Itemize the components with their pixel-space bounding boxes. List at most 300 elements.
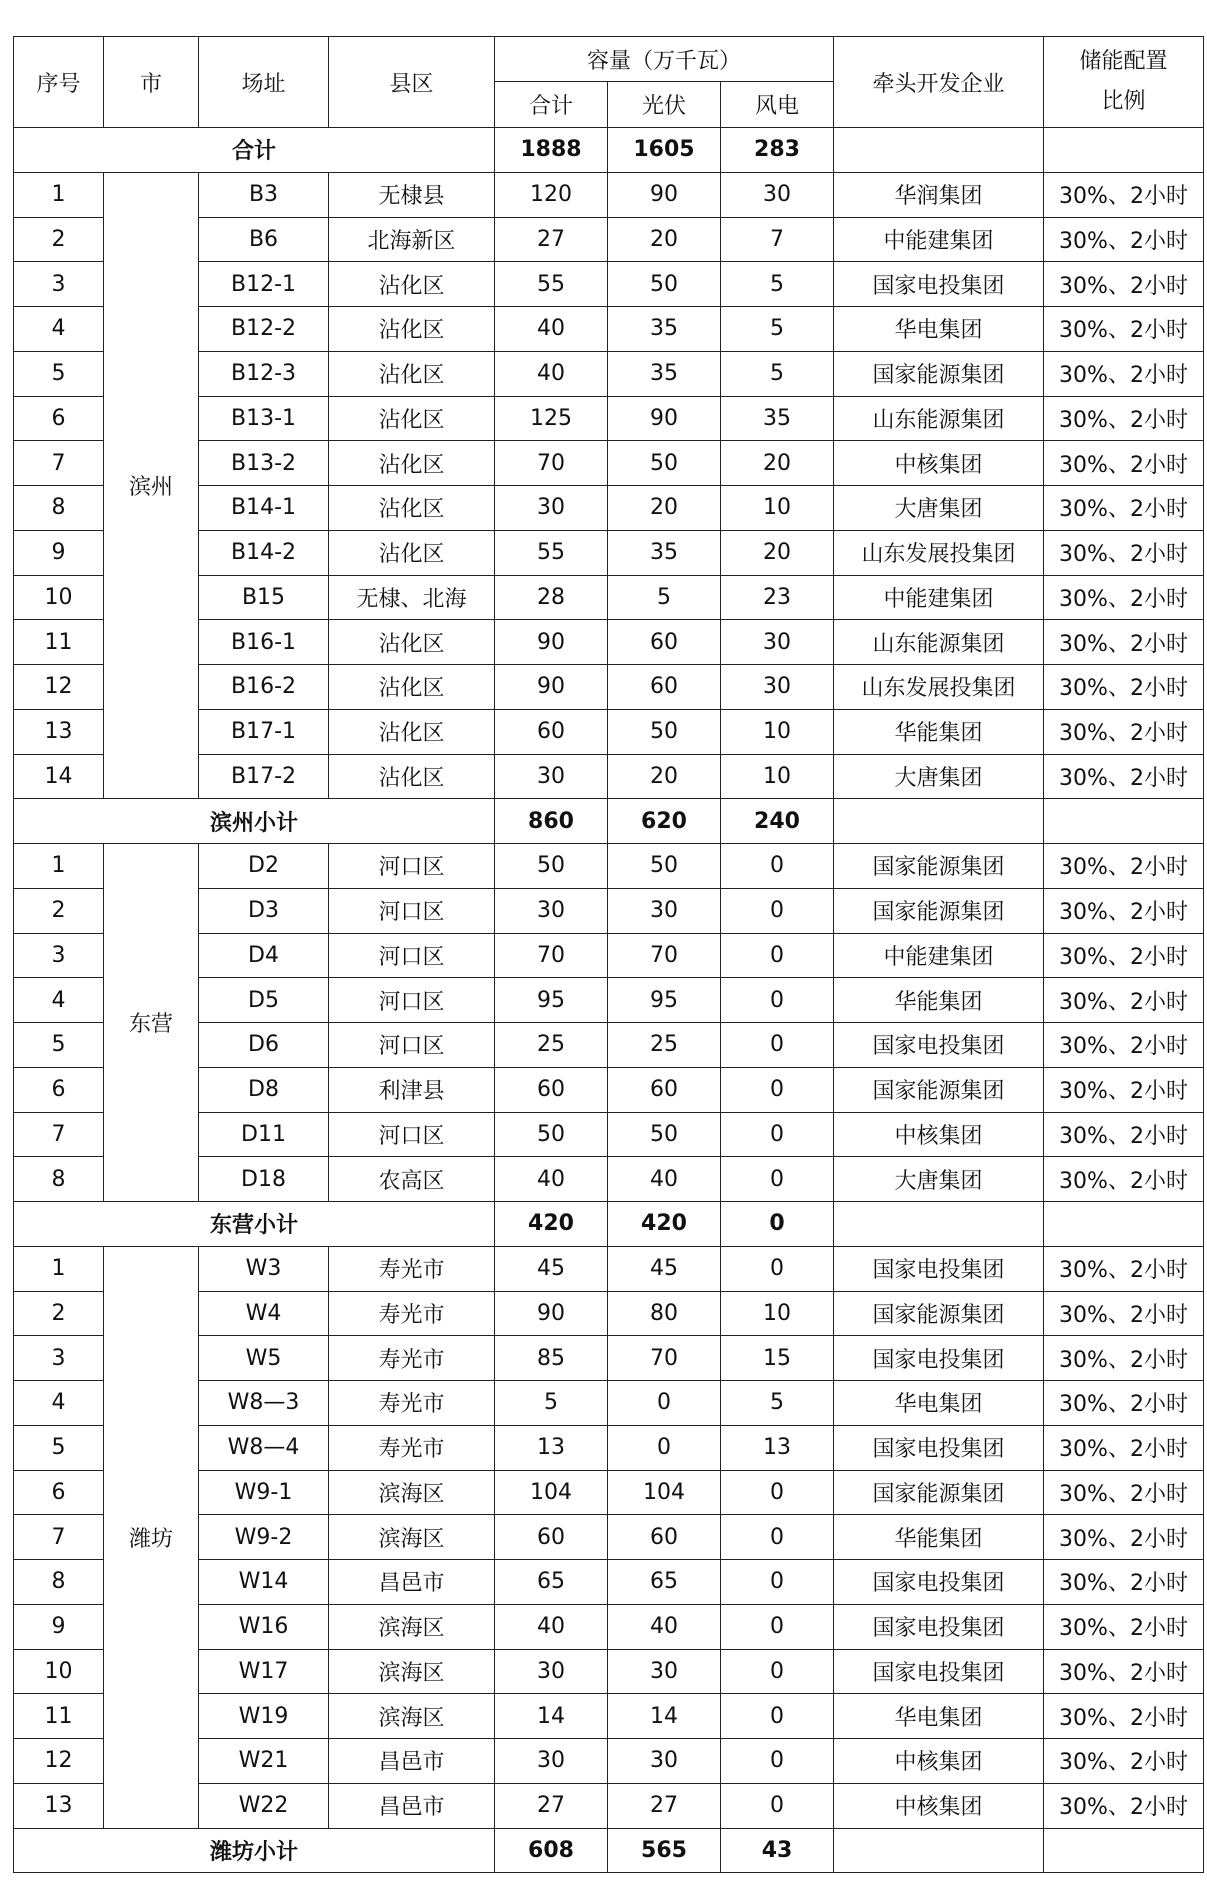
- cell-pv: 60: [608, 1067, 721, 1112]
- cell-county: 沾化区: [329, 307, 495, 352]
- cell-total: 60: [495, 1515, 608, 1560]
- cell-city: 潍坊: [104, 1246, 199, 1828]
- cell-wind: 0: [721, 1649, 834, 1694]
- cell-enterprise: 中核集团: [834, 1112, 1044, 1157]
- subtotal-label: 潍坊小计: [14, 1828, 495, 1873]
- cell-wind: 10: [721, 709, 834, 754]
- cell-city: 东营: [104, 844, 199, 1202]
- cell-enterprise: 国家电投集团: [834, 1425, 1044, 1470]
- grand-total-pv: 1605: [608, 128, 721, 173]
- cell-storage: 30%、2小时: [1044, 1694, 1204, 1739]
- cell-storage: 30%、2小时: [1044, 1560, 1204, 1605]
- cell-county: 沾化区: [329, 754, 495, 799]
- cell-storage: 30%、2小时: [1044, 1381, 1204, 1426]
- subtotal-enterprise-empty: [834, 1828, 1044, 1873]
- cell-enterprise: 华能集团: [834, 709, 1044, 754]
- subtotal-label: 滨州小计: [14, 799, 495, 844]
- cell-county: 寿光市: [329, 1336, 495, 1381]
- cell-site: W17: [199, 1649, 329, 1694]
- cell-pv: 65: [608, 1560, 721, 1605]
- cell-county: 沾化区: [329, 351, 495, 396]
- cell-county: 无棣、北海: [329, 575, 495, 620]
- cell-total: 30: [495, 1649, 608, 1694]
- table-row: [14, 172, 1204, 217]
- cell-site: W22: [199, 1783, 329, 1828]
- cell-storage: 30%、2小时: [1044, 1336, 1204, 1381]
- cell-county: 河口区: [329, 888, 495, 933]
- cell-enterprise: 大唐集团: [834, 1157, 1044, 1202]
- cell-seq: 10: [14, 575, 104, 620]
- cell-seq: 8: [14, 1157, 104, 1202]
- project-table: [13, 36, 1204, 1873]
- cell-enterprise: 国家能源集团: [834, 1291, 1044, 1336]
- cell-storage: 30%、2小时: [1044, 307, 1204, 352]
- cell-storage: 30%、2小时: [1044, 978, 1204, 1023]
- cell-wind: 0: [721, 888, 834, 933]
- cell-total: 90: [495, 620, 608, 665]
- subtotal-pv: 420: [608, 1202, 721, 1247]
- cell-total: 13: [495, 1425, 608, 1470]
- cell-site: W14: [199, 1560, 329, 1605]
- cell-enterprise: 华电集团: [834, 1381, 1044, 1426]
- cell-storage: 30%、2小时: [1044, 1470, 1204, 1515]
- cell-seq: 8: [14, 1560, 104, 1605]
- subtotal-label: 东营小计: [14, 1202, 495, 1247]
- cell-pv: 50: [608, 844, 721, 889]
- cell-seq: 12: [14, 1739, 104, 1784]
- cell-enterprise: 华电集团: [834, 1694, 1044, 1739]
- cell-storage: 30%、2小时: [1044, 1023, 1204, 1068]
- cell-wind: 0: [721, 1246, 834, 1291]
- cell-storage: 30%、2小时: [1044, 441, 1204, 486]
- cell-site: W8—4: [199, 1425, 329, 1470]
- cell-site: B12-3: [199, 351, 329, 396]
- cell-total: 40: [495, 1157, 608, 1202]
- cell-enterprise: 中核集团: [834, 1783, 1044, 1828]
- cell-county: 河口区: [329, 1112, 495, 1157]
- cell-wind: 0: [721, 1470, 834, 1515]
- subtotal-total: 608: [495, 1828, 608, 1873]
- cell-total: 40: [495, 351, 608, 396]
- cell-pv: 50: [608, 262, 721, 307]
- header-wind: 风电: [721, 82, 834, 128]
- cell-total: 70: [495, 441, 608, 486]
- cell-county: 河口区: [329, 978, 495, 1023]
- cell-seq: 12: [14, 665, 104, 710]
- cell-wind: 0: [721, 1515, 834, 1560]
- cell-storage: 30%、2小时: [1044, 1649, 1204, 1694]
- cell-total: 30: [495, 754, 608, 799]
- cell-seq: 3: [14, 262, 104, 307]
- cell-seq: 9: [14, 530, 104, 575]
- cell-site: B6: [199, 217, 329, 262]
- cell-county: 北海新区: [329, 217, 495, 262]
- cell-enterprise: 中核集团: [834, 1739, 1044, 1784]
- cell-enterprise: 国家电投集团: [834, 262, 1044, 307]
- cell-enterprise: 国家能源集团: [834, 1067, 1044, 1112]
- cell-seq: 4: [14, 978, 104, 1023]
- cell-county: 寿光市: [329, 1246, 495, 1291]
- cell-county: 寿光市: [329, 1381, 495, 1426]
- cell-enterprise: 华电集团: [834, 307, 1044, 352]
- cell-seq: 6: [14, 396, 104, 441]
- cell-seq: 7: [14, 1112, 104, 1157]
- header-site: 场址: [199, 37, 329, 128]
- cell-county: 滨海区: [329, 1515, 495, 1560]
- cell-storage: 30%、2小时: [1044, 844, 1204, 889]
- cell-storage: 30%、2小时: [1044, 530, 1204, 575]
- cell-site: W16: [199, 1604, 329, 1649]
- header-pv: 光伏: [608, 82, 721, 128]
- cell-wind: 5: [721, 307, 834, 352]
- cell-seq: 1: [14, 172, 104, 217]
- cell-total: 30: [495, 888, 608, 933]
- cell-wind: 7: [721, 217, 834, 262]
- grand-total-total: 1888: [495, 128, 608, 173]
- cell-county: 昌邑市: [329, 1783, 495, 1828]
- cell-enterprise: 国家电投集团: [834, 1649, 1044, 1694]
- cell-total: 50: [495, 1112, 608, 1157]
- cell-storage: 30%、2小时: [1044, 262, 1204, 307]
- cell-county: 滨海区: [329, 1604, 495, 1649]
- cell-pv: 5: [608, 575, 721, 620]
- cell-pv: 35: [608, 530, 721, 575]
- cell-seq: 2: [14, 888, 104, 933]
- cell-total: 55: [495, 262, 608, 307]
- subtotal-storage-empty: [1044, 1202, 1204, 1247]
- cell-site: B15: [199, 575, 329, 620]
- cell-total: 85: [495, 1336, 608, 1381]
- table-row: [14, 844, 1204, 889]
- cell-total: 55: [495, 530, 608, 575]
- cell-county: 沾化区: [329, 441, 495, 486]
- cell-city: 滨州: [104, 172, 199, 799]
- cell-total: 70: [495, 933, 608, 978]
- cell-wind: 15: [721, 1336, 834, 1381]
- cell-wind: 0: [721, 978, 834, 1023]
- cell-seq: 5: [14, 351, 104, 396]
- cell-total: 14: [495, 1694, 608, 1739]
- cell-wind: 13: [721, 1425, 834, 1470]
- subtotal-storage-empty: [1044, 1828, 1204, 1873]
- cell-wind: 30: [721, 172, 834, 217]
- cell-pv: 60: [608, 665, 721, 710]
- cell-pv: 40: [608, 1604, 721, 1649]
- cell-seq: 4: [14, 307, 104, 352]
- cell-seq: 11: [14, 620, 104, 665]
- cell-pv: 45: [608, 1246, 721, 1291]
- cell-site: W5: [199, 1336, 329, 1381]
- cell-wind: 20: [721, 441, 834, 486]
- cell-county: 利津县: [329, 1067, 495, 1112]
- cell-enterprise: 华能集团: [834, 1515, 1044, 1560]
- cell-pv: 30: [608, 1739, 721, 1784]
- cell-wind: 10: [721, 1291, 834, 1336]
- cell-wind: 23: [721, 575, 834, 620]
- cell-county: 滨海区: [329, 1694, 495, 1739]
- header-total: 合计: [495, 82, 608, 128]
- cell-pv: 30: [608, 888, 721, 933]
- cell-wind: 0: [721, 1739, 834, 1784]
- cell-seq: 14: [14, 754, 104, 799]
- cell-county: 沾化区: [329, 486, 495, 531]
- cell-seq: 13: [14, 1783, 104, 1828]
- subtotal-row: [14, 1828, 1204, 1873]
- cell-wind: 5: [721, 1381, 834, 1426]
- cell-storage: 30%、2小时: [1044, 1112, 1204, 1157]
- cell-wind: 0: [721, 1157, 834, 1202]
- cell-seq: 5: [14, 1425, 104, 1470]
- cell-site: B3: [199, 172, 329, 217]
- cell-wind: 0: [721, 933, 834, 978]
- cell-wind: 0: [721, 1783, 834, 1828]
- cell-site: B16-1: [199, 620, 329, 665]
- cell-enterprise: 中核集团: [834, 441, 1044, 486]
- cell-pv: 95: [608, 978, 721, 1023]
- cell-storage: 30%、2小时: [1044, 172, 1204, 217]
- cell-storage: 30%、2小时: [1044, 754, 1204, 799]
- cell-site: W3: [199, 1246, 329, 1291]
- cell-storage: 30%、2小时: [1044, 1604, 1204, 1649]
- cell-enterprise: 中能建集团: [834, 933, 1044, 978]
- cell-site: W21: [199, 1739, 329, 1784]
- cell-enterprise: 山东能源集团: [834, 396, 1044, 441]
- cell-enterprise: 国家能源集团: [834, 1470, 1044, 1515]
- cell-storage: 30%、2小时: [1044, 665, 1204, 710]
- cell-seq: 11: [14, 1694, 104, 1739]
- cell-site: B17-1: [199, 709, 329, 754]
- subtotal-storage-empty: [1044, 799, 1204, 844]
- cell-total: 90: [495, 665, 608, 710]
- cell-site: D5: [199, 978, 329, 1023]
- cell-storage: 30%、2小时: [1044, 1515, 1204, 1560]
- cell-county: 寿光市: [329, 1425, 495, 1470]
- cell-site: D3: [199, 888, 329, 933]
- cell-site: B13-1: [199, 396, 329, 441]
- cell-enterprise: 国家电投集团: [834, 1336, 1044, 1381]
- cell-storage: 30%、2小时: [1044, 1067, 1204, 1112]
- cell-seq: 7: [14, 441, 104, 486]
- cell-pv: 90: [608, 172, 721, 217]
- cell-county: 河口区: [329, 844, 495, 889]
- cell-seq: 1: [14, 844, 104, 889]
- cell-pv: 90: [608, 396, 721, 441]
- cell-wind: 5: [721, 351, 834, 396]
- header-capacity: 容量（万千瓦）: [495, 37, 834, 82]
- cell-site: W19: [199, 1694, 329, 1739]
- grand-total-label: 合计: [14, 128, 495, 173]
- cell-wind: 5: [721, 262, 834, 307]
- cell-seq: 4: [14, 1381, 104, 1426]
- cell-seq: 3: [14, 1336, 104, 1381]
- cell-pv: 70: [608, 933, 721, 978]
- cell-site: B14-1: [199, 486, 329, 531]
- header-storage: [1044, 37, 1204, 128]
- cell-enterprise: 国家电投集团: [834, 1246, 1044, 1291]
- cell-pv: 25: [608, 1023, 721, 1068]
- cell-wind: 0: [721, 1694, 834, 1739]
- table-body: [14, 128, 1204, 1873]
- cell-storage: 30%、2小时: [1044, 888, 1204, 933]
- cell-wind: 30: [721, 665, 834, 710]
- cell-site: B13-2: [199, 441, 329, 486]
- cell-county: 沾化区: [329, 262, 495, 307]
- header-storage-line1: 储能配置: [1079, 49, 1168, 74]
- subtotal-pv: 620: [608, 799, 721, 844]
- cell-pv: 50: [608, 1112, 721, 1157]
- cell-wind: 10: [721, 486, 834, 531]
- cell-pv: 50: [608, 441, 721, 486]
- cell-pv: 60: [608, 1515, 721, 1560]
- cell-seq: 2: [14, 217, 104, 262]
- cell-storage: 30%、2小时: [1044, 217, 1204, 262]
- cell-pv: 0: [608, 1381, 721, 1426]
- cell-total: 60: [495, 1067, 608, 1112]
- cell-seq: 6: [14, 1470, 104, 1515]
- cell-county: 沾化区: [329, 665, 495, 710]
- cell-storage: 30%、2小时: [1044, 575, 1204, 620]
- subtotal-total: 420: [495, 1202, 608, 1247]
- cell-site: D6: [199, 1023, 329, 1068]
- cell-pv: 30: [608, 1649, 721, 1694]
- cell-total: 45: [495, 1246, 608, 1291]
- cell-storage: 30%、2小时: [1044, 933, 1204, 978]
- cell-wind: 0: [721, 844, 834, 889]
- cell-enterprise: 华能集团: [834, 978, 1044, 1023]
- cell-pv: 20: [608, 217, 721, 262]
- cell-enterprise: 国家能源集团: [834, 351, 1044, 396]
- cell-enterprise: 国家电投集团: [834, 1560, 1044, 1605]
- cell-enterprise: 大唐集团: [834, 754, 1044, 799]
- header-enterprise: 牵头开发企业: [834, 37, 1044, 128]
- cell-total: 25: [495, 1023, 608, 1068]
- cell-enterprise: 国家电投集团: [834, 1023, 1044, 1068]
- cell-total: 95: [495, 978, 608, 1023]
- cell-site: W9-2: [199, 1515, 329, 1560]
- cell-enterprise: 中能建集团: [834, 217, 1044, 262]
- cell-county: 河口区: [329, 1023, 495, 1068]
- cell-pv: 60: [608, 620, 721, 665]
- cell-storage: 30%、2小时: [1044, 351, 1204, 396]
- cell-site: D2: [199, 844, 329, 889]
- cell-enterprise: 山东发展投集团: [834, 665, 1044, 710]
- cell-enterprise: 山东能源集团: [834, 620, 1044, 665]
- cell-storage: 30%、2小时: [1044, 1246, 1204, 1291]
- cell-county: 滨海区: [329, 1470, 495, 1515]
- cell-seq: 8: [14, 486, 104, 531]
- cell-county: 沾化区: [329, 396, 495, 441]
- cell-wind: 30: [721, 620, 834, 665]
- grand-total-enterprise-empty: [834, 128, 1044, 173]
- cell-storage: 30%、2小时: [1044, 709, 1204, 754]
- header-storage-line2: 比例: [1101, 89, 1146, 114]
- cell-wind: 0: [721, 1112, 834, 1157]
- cell-county: 沾化区: [329, 530, 495, 575]
- cell-county: 昌邑市: [329, 1560, 495, 1605]
- cell-storage: 30%、2小时: [1044, 1157, 1204, 1202]
- cell-seq: 6: [14, 1067, 104, 1112]
- cell-county: 昌邑市: [329, 1739, 495, 1784]
- cell-site: W8—3: [199, 1381, 329, 1426]
- table-header: [14, 37, 1204, 128]
- cell-seq: 7: [14, 1515, 104, 1560]
- cell-seq: 2: [14, 1291, 104, 1336]
- cell-enterprise: 国家能源集团: [834, 888, 1044, 933]
- cell-enterprise: 山东发展投集团: [834, 530, 1044, 575]
- cell-wind: 0: [721, 1560, 834, 1605]
- cell-county: 沾化区: [329, 620, 495, 665]
- cell-pv: 50: [608, 709, 721, 754]
- cell-pv: 20: [608, 754, 721, 799]
- cell-wind: 0: [721, 1604, 834, 1649]
- cell-enterprise: 国家能源集团: [834, 844, 1044, 889]
- cell-county: 沾化区: [329, 709, 495, 754]
- grand-total-row: [14, 128, 1204, 173]
- cell-enterprise: 华润集团: [834, 172, 1044, 217]
- cell-county: 农高区: [329, 1157, 495, 1202]
- cell-storage: 30%、2小时: [1044, 1425, 1204, 1470]
- cell-total: 40: [495, 1604, 608, 1649]
- cell-site: B14-2: [199, 530, 329, 575]
- cell-total: 28: [495, 575, 608, 620]
- cell-total: 27: [495, 1783, 608, 1828]
- cell-total: 120: [495, 172, 608, 217]
- cell-county: 滨海区: [329, 1649, 495, 1694]
- header-city: 市: [104, 37, 199, 128]
- cell-site: D11: [199, 1112, 329, 1157]
- cell-seq: 1: [14, 1246, 104, 1291]
- cell-seq: 10: [14, 1649, 104, 1694]
- cell-site: B12-2: [199, 307, 329, 352]
- cell-site: D18: [199, 1157, 329, 1202]
- cell-county: 无棣县: [329, 172, 495, 217]
- cell-site: D4: [199, 933, 329, 978]
- cell-storage: 30%、2小时: [1044, 486, 1204, 531]
- cell-total: 125: [495, 396, 608, 441]
- cell-pv: 35: [608, 307, 721, 352]
- cell-storage: 30%、2小时: [1044, 1783, 1204, 1828]
- cell-pv: 40: [608, 1157, 721, 1202]
- cell-total: 60: [495, 709, 608, 754]
- cell-total: 50: [495, 844, 608, 889]
- grand-total-wind: 283: [721, 128, 834, 173]
- cell-wind: 35: [721, 396, 834, 441]
- subtotal-row: [14, 799, 1204, 844]
- cell-storage: 30%、2小时: [1044, 620, 1204, 665]
- cell-total: 27: [495, 217, 608, 262]
- cell-seq: 9: [14, 1604, 104, 1649]
- cell-site: B16-2: [199, 665, 329, 710]
- cell-wind: 0: [721, 1023, 834, 1068]
- cell-total: 90: [495, 1291, 608, 1336]
- cell-total: 104: [495, 1470, 608, 1515]
- cell-enterprise: 中能建集团: [834, 575, 1044, 620]
- cell-wind: 10: [721, 754, 834, 799]
- grand-total-storage-empty: [1044, 128, 1204, 173]
- cell-storage: 30%、2小时: [1044, 396, 1204, 441]
- cell-total: 30: [495, 1739, 608, 1784]
- cell-storage: 30%、2小时: [1044, 1739, 1204, 1784]
- cell-pv: 0: [608, 1425, 721, 1470]
- cell-site: B17-2: [199, 754, 329, 799]
- subtotal-row: [14, 1202, 1204, 1247]
- cell-enterprise: 国家电投集团: [834, 1604, 1044, 1649]
- cell-site: W9-1: [199, 1470, 329, 1515]
- cell-pv: 104: [608, 1470, 721, 1515]
- cell-storage: 30%、2小时: [1044, 1291, 1204, 1336]
- subtotal-total: 860: [495, 799, 608, 844]
- cell-seq: 3: [14, 933, 104, 978]
